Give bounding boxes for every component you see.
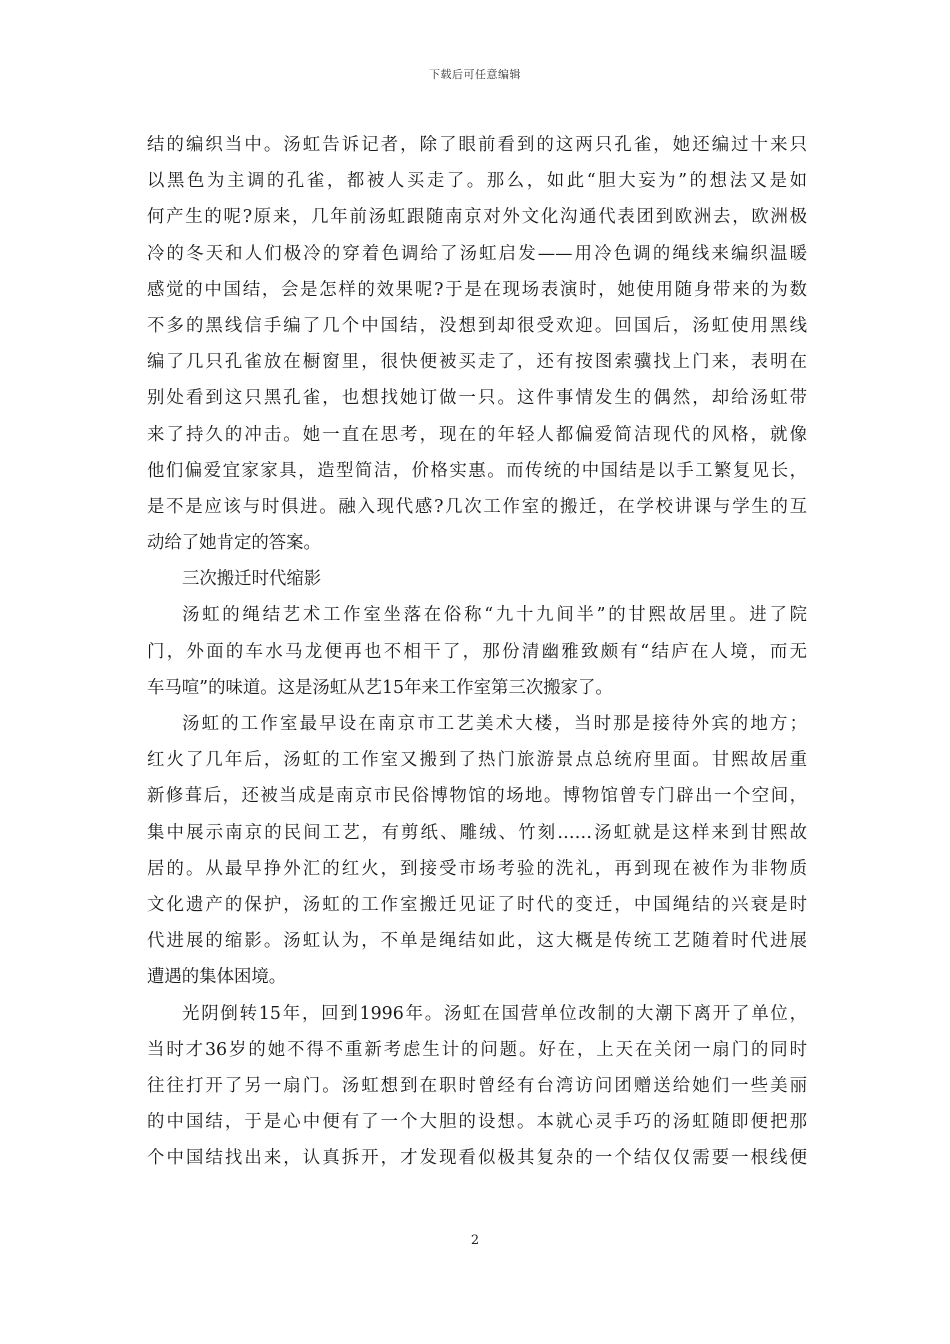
document-body <box>147 127 807 1176</box>
text-line: 何产生的呢?原来，几年前汤虹跟随南京对外文化沟通代表团到欧洲去，欧洲极 <box>147 207 807 228</box>
text-line: 冷的冬天和人们极冷的穿着色调给了汤虹启发——用冷色调的绳线来编织温暖 <box>147 243 807 264</box>
text-line: 编了几只孔雀放在橱窗里，很快便被买走了，还有按图索骥找上门来，表明在 <box>147 352 807 373</box>
text-line: 文化遗产的保护，汤虹的工作室搬迁见证了时代的变迁，中国绳结的兴衰是时 <box>147 894 807 915</box>
text-line: 个中国结找出来，认真拆开，才发现看似极其复杂的一个结仅仅需要一根线便 <box>147 1148 807 1169</box>
text-line: 的中国结，于是心中便有了一个大胆的设想。本就心灵手巧的汤虹随即便把那 <box>147 1112 807 1133</box>
text-line: 不多的黑线信手编了几个中国结，没想到却很受欢迎。回国后，汤虹使用黑线 <box>147 315 807 336</box>
text-line: 集中展示南京的民间工艺，有剪纸、雕绒、竹刻……汤虹就是这样来到甘熙故 <box>147 822 807 843</box>
text-line: 汤虹的工作室最早设在南京市工艺美术大楼，当时那是接待外宾的地方； <box>182 714 807 734</box>
text-line: 结的编织当中。汤虹告诉记者，除了眼前看到的这两只孔雀，她还编过十来只 <box>147 135 807 155</box>
text-line: 新修葺后，还被当成是南京市民俗博物馆的场地。博物馆曾专门辟出一个空间， <box>147 786 807 807</box>
text-line: 往往打开了另一扇门。汤虹想到在职时曾经有台湾访问团赠送给她们一些美丽 <box>147 1075 807 1096</box>
page-number: 2 <box>470 1233 480 1248</box>
text-line: 动给了她肯定的答案。 <box>147 533 321 554</box>
text-line: 光阴倒转15年，回到1996年。汤虹在国营单位改制的大潮下离开了单位， <box>182 1003 807 1024</box>
section-heading: 三次搬迁时代缩影 <box>182 569 322 590</box>
text-line: 居的。从最早挣外汇的红火，到接受市场考验的洗礼，再到现在被作为非物质 <box>147 858 807 879</box>
text-line: 代进展的缩影。汤虹认为，不单是绳结如此，这大概是传统工艺随着时代进展 <box>147 931 807 952</box>
text-line: 以黑色为主调的孔雀，都被人买走了。那么，如此“胆大妄为”的想法又是如 <box>147 171 807 192</box>
text-line: 遭遇的集体困境。 <box>147 967 287 988</box>
text-line: 是不是应该与时俱进。融入现代感?几次工作室的搬迁，在学校讲课与学生的互 <box>147 496 807 517</box>
page-header: 下载后可任意编辑 <box>429 68 521 81</box>
text-line: 汤虹的绳结艺术工作室坐落在俗称“九十九间半”的甘熙故居里。进了院 <box>182 605 807 626</box>
text-line: 来了持久的冲击。她一直在思考，现在的年轻人都偏爱简洁现代的风格，就像 <box>147 424 807 445</box>
text-line: 他们偏爱宜家家具，造型简洁，价格实惠。而传统的中国结是以手工繁复见长， <box>147 460 807 481</box>
text-line: 门，外面的车水马龙便再也不相干了，那份清幽雅致颇有“结庐在人境，而无 <box>147 641 807 662</box>
text-line: 车马喧”的味道。这是汤虹从艺15年来工作室第三次搬家了。 <box>147 677 613 698</box>
text-line: 感觉的中国结，会是怎样的效果呢?于是在现场表演时，她使用随身带来的为数 <box>147 279 807 300</box>
text-line: 别处看到这只黑孔雀，也想找她订做一只。这件事情发生的偶然，却给汤虹带 <box>147 388 807 409</box>
text-line: 当时才36岁的她不得不重新考虑生计的问题。好在，上天在关闭一扇门的同时 <box>147 1039 807 1060</box>
text-line: 红火了几年后，汤虹的工作室又搬到了热门旅游景点总统府里面。甘熙故居重 <box>147 750 807 771</box>
